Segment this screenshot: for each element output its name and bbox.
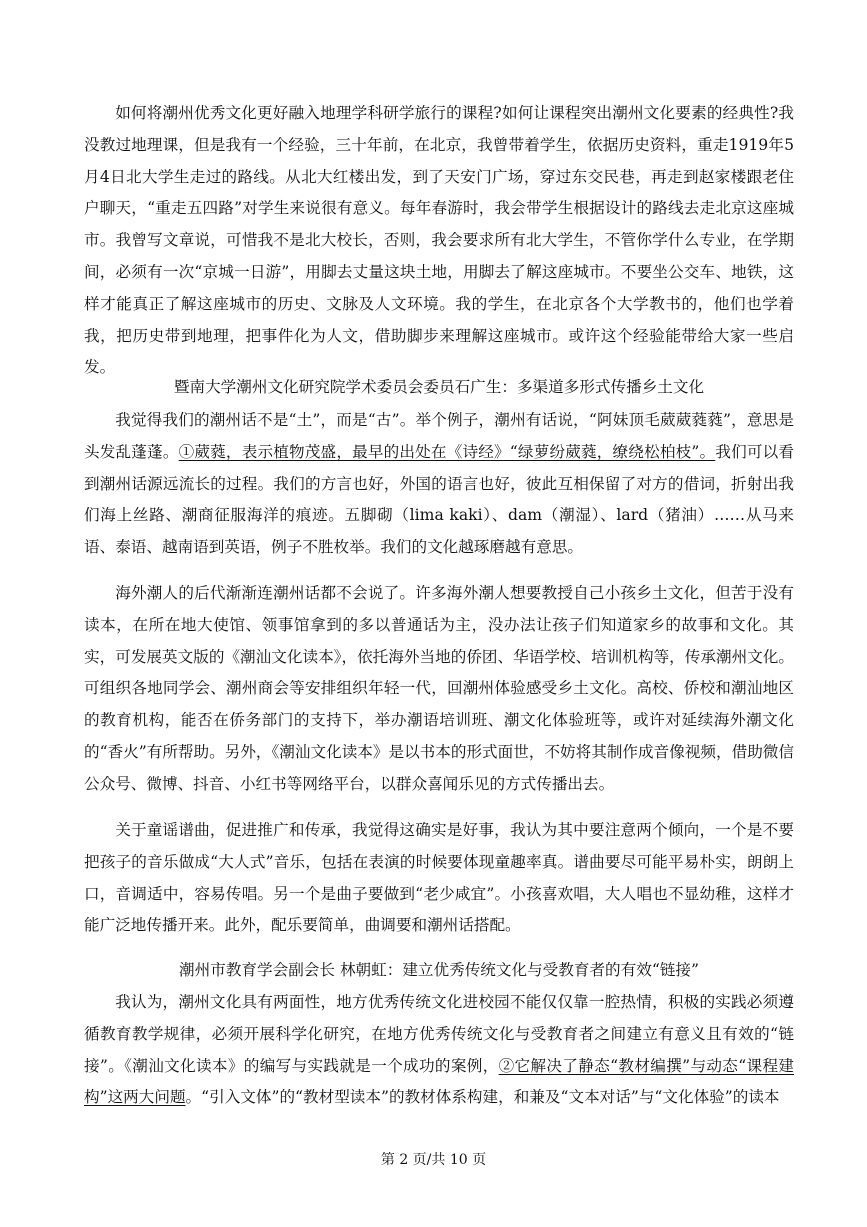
section-heading-shi-guangsheng: 暨南大学潮州文化研究院学术委员会委员石广生：多渠道多形式传播乡土文化	[173, 378, 705, 396]
paragraph-nursery-rhymes: 关于童谣谱曲，促进推广和传承，我觉得这确实是好事，我认为其中要注意两个倾向，一个是不要把孩子的音乐做成“大人式”音乐，包括在表演的时候要体现童趣率真。谱曲要尽可能平易朴实，朗朗上口，音调适中，容易传唱。另一个是曲子要做到“老少咸宜”。小孩喜欢唱，大人唱也不显幼稚，这样才能广泛地传播开来。此外，配乐要简单，曲调要和潮州话搭配。	[84, 821, 794, 935]
paragraph-overseas-chaozhou: 海外潮人的后代渐渐连潮州话都不会说了。许多海外潮人想要教授自己小孩乡土文化，但苦于没有读本，在所在地大使馆、领事馆拿到的多以普通话为主，没办法让孩子们知道家乡的故事和文化。其实，可发展英文版的《潮汕文化读本》，依托海外当地的侨团、华语学校、培训机构等，传承潮州文化。可组织各地同学会、潮州商会等安排组织年轻一代，回潮州体验感受乡土文化。高校、侨校和潮汕地区的教育机构，能否在侨务部门的支持下，举办潮语培训班、潮文化体验班等，或许对延续海外潮文化的“香火”有所帮助。另外，《潮汕文化读本》是以书本的形式面世，不妨将其制作成音像视频，借助微信公众号、微博、抖音、小红书等网络平台，以群众喜闻乐见的方式传播出去。	[84, 584, 794, 793]
paragraph-text: 我觉得我们的潮州话不是“土”，而是“古”。举个例子，潮州有话说，“阿妹顶毛葳葳蕤蕤”，意思是头发乱蓬蓬。	[84, 411, 794, 461]
paragraph-text: 我认为，潮州文化具有两面性，地方优秀传统文化进校园不能仅仅靠一腔热情，积极的实践必须遵循教育教学规律，必须开展科学化研究，在地方优秀传统文化与受教育者之间建立有意义且有效的“链接”。《潮汕文化读本》的编写与实践就是一个成功的案例，	[84, 993, 794, 1075]
underlined-sentence-1: ①葳蕤，表示植物茂盛，最早的出处在《诗经》“绿萝纷葳蕤，缭绕松柏枝”。	[178, 442, 716, 461]
page-number-footer: 第 2 页/共 10 页	[380, 1152, 487, 1168]
paragraph-teacher-experience: 如何将潮州优秀文化更好融入地理学科研学旅行的课程?如何让课程突出潮州文化要素的经典性?我没教过地理课，但是我有一个经验，三十年前，在北京，我曾带着学生，依据历史资料，重走1919年5月4日北大学生走过的路线。从北大红楼出发，到了天安门广场，穿过东交民巷，再走到赵家楼跟老住户聊天，“重走五四路”对学生来说很有意义。每年春游时，我会带学生根据设计的路线去走北京这座城市。我曾写文章说，可惜我不是北大校长，否则，我会要求所有北大学生，不管你学什么专业，在学期间，必须有一次“京城一日游”，用脚去丈量这块土地，用脚去了解这座城市。不要坐公交车、地铁，这样才能真正了解这座城市的历史、文脉及人文环境。我的学生，在北京各个大学教书的，他们也学着我，把历史带到地理，把事件化为人文，借助脚步来理解这座城市。或许这个经验能带给大家一些启发。	[84, 104, 794, 377]
paragraph-chaozhou-dialect	[84, 405, 794, 564]
section-heading-lin-chaohong: 潮州市教育学会副会长 林朝虹：建立优秀传统文化与受教育者的有效“链接”	[179, 961, 699, 979]
underlined-sentence-2: ②它解决了静态“教材编撰”与动态“课程建构”这两大问题	[84, 1056, 794, 1107]
paragraph-education-link	[84, 987, 794, 1114]
paragraph-text: 我们可以看到潮州话源远流长的过程。我们的方言也好，外国的语言也好，彼此互相保留了对方的借词，折射出我们海上丝路、潮商征服海洋的痕迹。五脚砌（lima kaki）、dam（潮湿）、lard（猪油）……从马来语、泰语、越南语到英语，例子不胜枚举。我们的文化越琢磨越有意思。	[84, 442, 794, 557]
paragraph-text: 。“引入文体”的“教材型读本”的教材体系构建，和兼及“文本对话”与“文化体验”的读本	[185, 1088, 780, 1107]
